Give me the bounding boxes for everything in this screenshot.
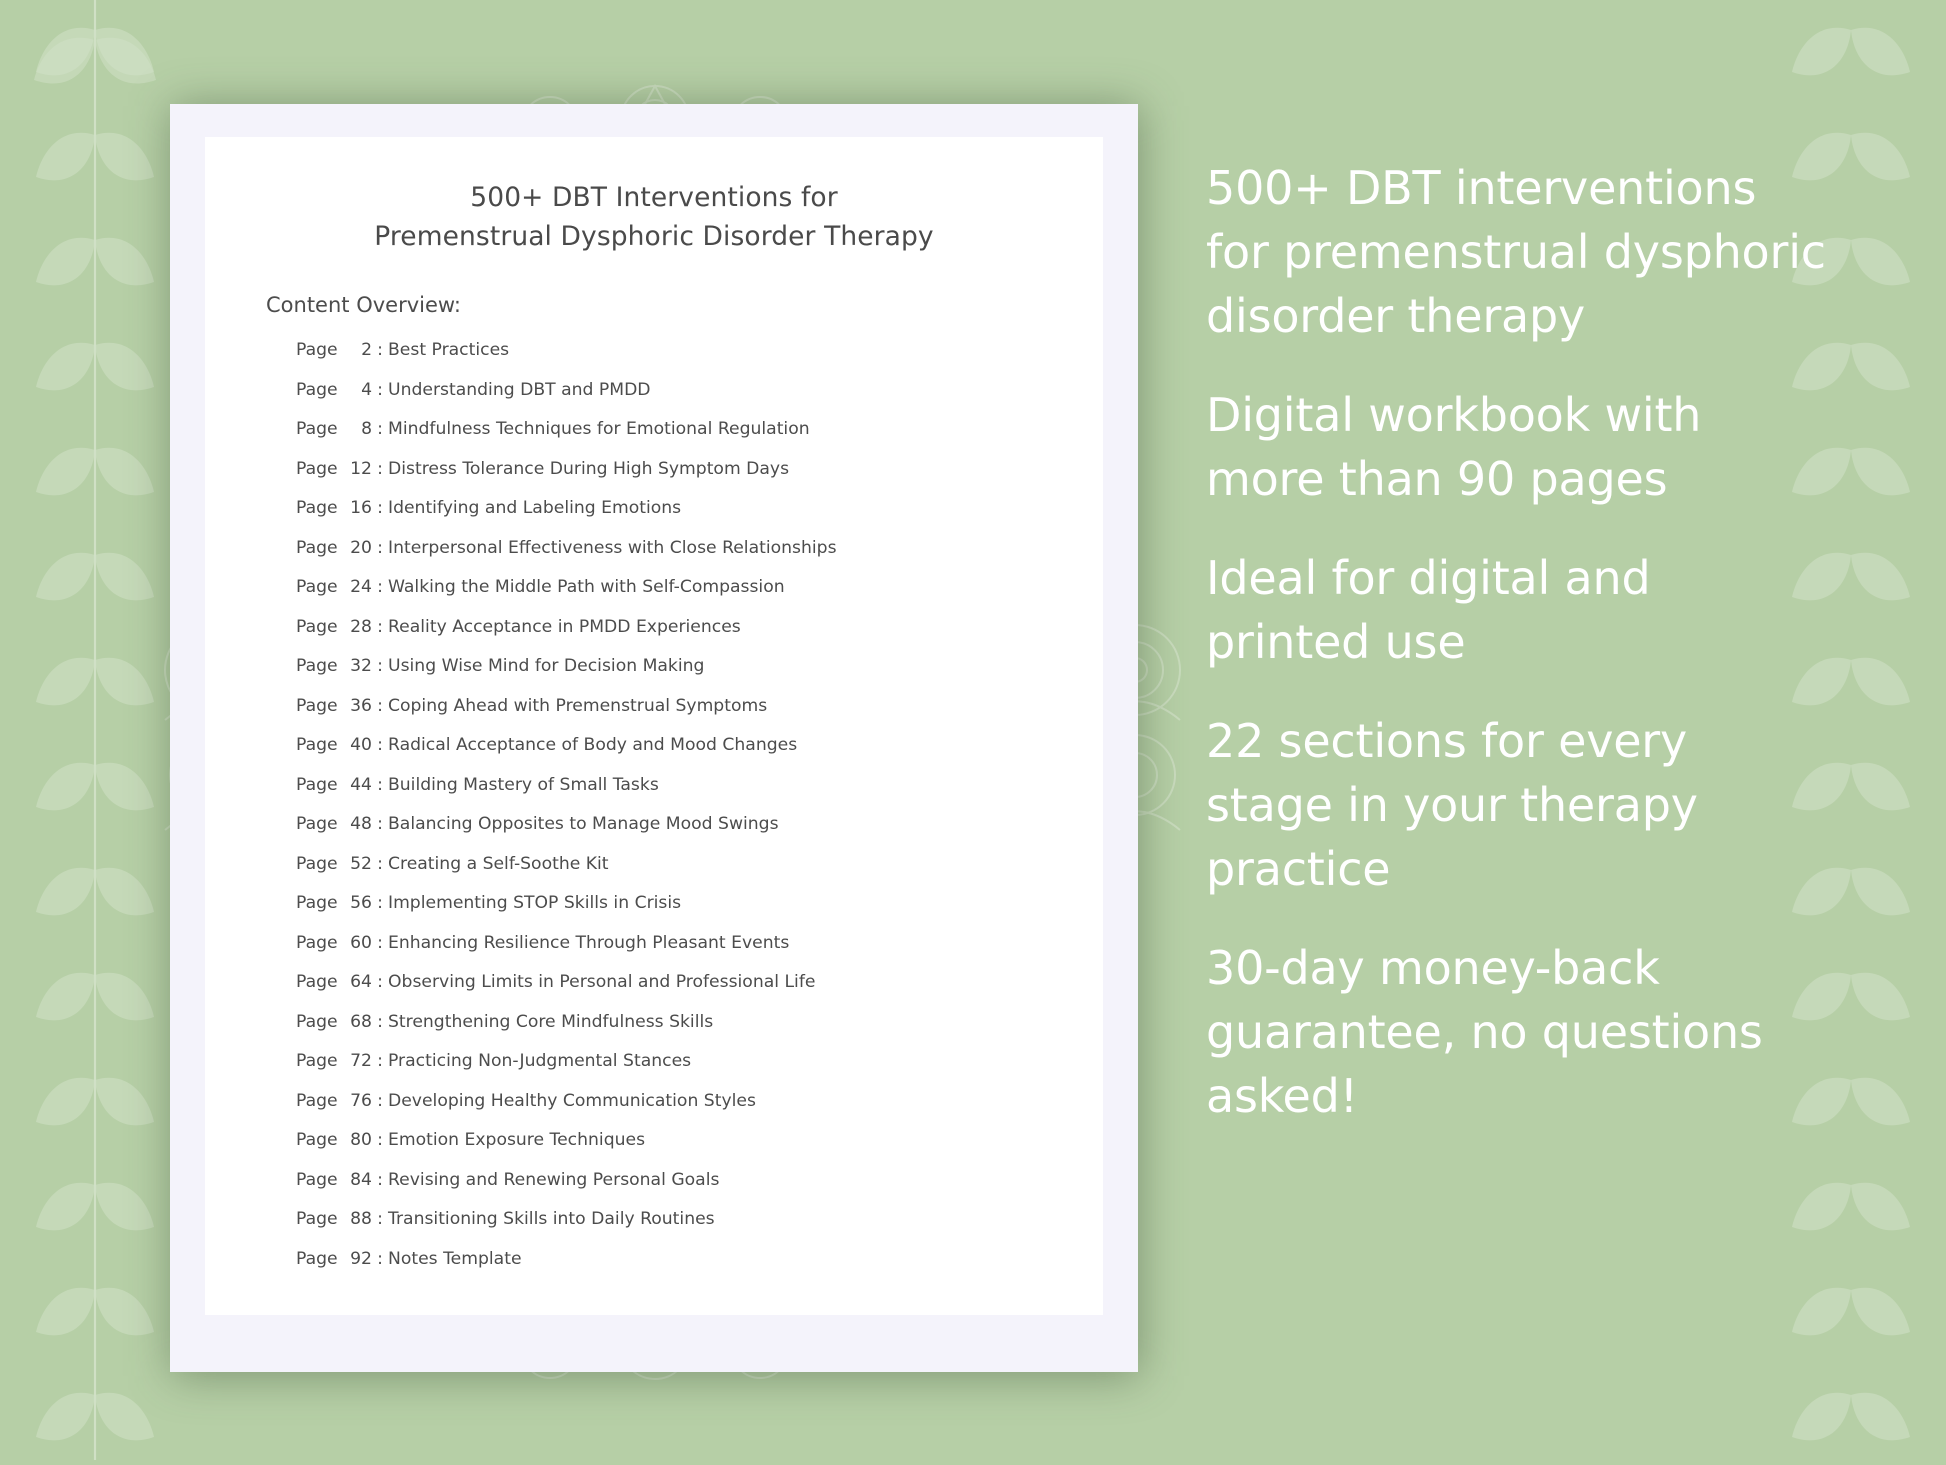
toc-page-number: 16 bbox=[350, 498, 372, 518]
toc-row bbox=[296, 1130, 1096, 1170]
toc-colon: : bbox=[377, 1090, 383, 1111]
toc-entry-title: Creating a Self-Soothe Kit bbox=[388, 853, 609, 874]
toc-colon: : bbox=[377, 735, 383, 755]
toc-entry-title: Using Wise Mind for Decision Making bbox=[388, 656, 705, 676]
promo-column bbox=[1206, 156, 1826, 1163]
toc-page-word: Page bbox=[296, 656, 338, 676]
toc-page-word: Page bbox=[296, 419, 338, 439]
toc-entry-title: Transitioning Skills into Daily Routines bbox=[388, 1209, 715, 1229]
toc-page-word: Page bbox=[296, 1169, 338, 1190]
toc-page-word: Page bbox=[296, 735, 338, 755]
toc-entry-title: Revising and Renewing Personal Goals bbox=[388, 1169, 720, 1190]
toc-entry-title: Reality Acceptance in PMDD Experiences bbox=[388, 616, 741, 637]
toc-colon: : bbox=[377, 458, 383, 479]
toc-row bbox=[296, 735, 1096, 775]
toc-colon: : bbox=[377, 814, 383, 834]
toc-page-number: 68 bbox=[350, 1011, 372, 1032]
promo-text-block: Digital workbook with more than 90 pages bbox=[1206, 388, 1702, 506]
toc-entry-title: Developing Healthy Communication Styles bbox=[388, 1090, 756, 1111]
toc-entry-title: Building Mastery of Small Tasks bbox=[388, 774, 659, 795]
toc-page-number: 24 bbox=[350, 577, 372, 597]
toc-page-number: 56 bbox=[350, 893, 372, 913]
toc-colon: : bbox=[377, 537, 383, 558]
toc-row bbox=[296, 893, 1096, 933]
toc-page-number: 32 bbox=[350, 656, 372, 676]
toc-colon: : bbox=[377, 656, 383, 676]
toc-entry-title: Understanding DBT and PMDD bbox=[388, 379, 651, 400]
toc-page-word: Page bbox=[296, 695, 338, 716]
toc-page-number: 20 bbox=[350, 537, 372, 558]
toc-row bbox=[296, 419, 1096, 459]
toc-entry-title: Best Practices bbox=[388, 340, 510, 360]
toc-row bbox=[296, 498, 1096, 538]
toc-colon: : bbox=[377, 340, 383, 360]
toc-row bbox=[296, 1249, 1096, 1289]
promo-text-block: Ideal for digital and printed use bbox=[1206, 551, 1651, 669]
toc-page-word: Page bbox=[296, 814, 338, 834]
table-of-contents bbox=[296, 340, 1096, 1288]
toc-page-number: 28 bbox=[350, 616, 372, 637]
toc-entry-title: Observing Limits in Personal and Professional Life bbox=[388, 972, 816, 992]
toc-row bbox=[296, 340, 1096, 380]
toc-row bbox=[296, 538, 1096, 578]
toc-page-word: Page bbox=[296, 853, 338, 874]
toc-colon: : bbox=[377, 972, 383, 992]
toc-page-number: 8 bbox=[361, 419, 372, 439]
toc-row bbox=[296, 696, 1096, 736]
toc-colon: : bbox=[377, 695, 383, 716]
toc-row bbox=[296, 459, 1096, 499]
toc-page-number: 92 bbox=[350, 1248, 372, 1269]
toc-page-number: 48 bbox=[350, 814, 372, 834]
toc-colon: : bbox=[377, 616, 383, 637]
toc-page-number: 44 bbox=[350, 774, 372, 795]
toc-page-word: Page bbox=[296, 458, 338, 479]
toc-page-word: Page bbox=[296, 972, 338, 992]
toc-entry-title: Walking the Middle Path with Self-Compassion bbox=[388, 577, 785, 597]
toc-page-word: Page bbox=[296, 1248, 338, 1269]
toc-page-number: 2 bbox=[361, 340, 372, 360]
toc-colon: : bbox=[377, 1169, 383, 1190]
toc-page-number: 76 bbox=[350, 1090, 372, 1111]
toc-page-number: 4 bbox=[361, 379, 372, 400]
toc-row bbox=[296, 617, 1096, 657]
toc-row bbox=[296, 577, 1096, 617]
toc-entry-title: Coping Ahead with Premenstrual Symptoms bbox=[388, 695, 768, 716]
toc-row bbox=[296, 1209, 1096, 1249]
promo-text-block: 22 sections for every stage in your therapy practice bbox=[1206, 714, 1698, 896]
toc-colon: : bbox=[377, 1209, 383, 1229]
toc-colon: : bbox=[377, 1011, 383, 1032]
toc-page-word: Page bbox=[296, 537, 338, 558]
toc-colon: : bbox=[377, 379, 383, 400]
toc-page-number: 12 bbox=[350, 458, 372, 479]
toc-row bbox=[296, 972, 1096, 1012]
promo-text-block: 30-day money-back guarantee, no questions asked! bbox=[1206, 941, 1763, 1123]
toc-page-number: 52 bbox=[350, 853, 372, 874]
toc-colon: : bbox=[377, 498, 383, 518]
toc-entry-title: Implementing STOP Skills in Crisis bbox=[388, 893, 682, 913]
toc-row bbox=[296, 1091, 1096, 1131]
toc-entry-title: Distress Tolerance During High Symptom Days bbox=[388, 458, 790, 479]
toc-page-word: Page bbox=[296, 340, 338, 360]
document-title bbox=[205, 178, 1103, 256]
toc-page-word: Page bbox=[296, 1090, 338, 1111]
toc-page-number: 72 bbox=[350, 1051, 372, 1071]
toc-row bbox=[296, 656, 1096, 696]
toc-page-word: Page bbox=[296, 932, 338, 953]
toc-entry-title: Interpersonal Effectiveness with Close Relationships bbox=[388, 537, 837, 558]
toc-colon: : bbox=[377, 893, 383, 913]
toc-page-word: Page bbox=[296, 774, 338, 795]
toc-entry-title: Emotion Exposure Techniques bbox=[388, 1130, 646, 1150]
toc-page-number: 40 bbox=[350, 735, 372, 755]
toc-row bbox=[296, 1012, 1096, 1052]
toc-row bbox=[296, 380, 1096, 420]
toc-page-word: Page bbox=[296, 1011, 338, 1032]
toc-page-word: Page bbox=[296, 1130, 338, 1150]
toc-row bbox=[296, 854, 1096, 894]
toc-colon: : bbox=[377, 419, 383, 439]
toc-entry-title: Identifying and Labeling Emotions bbox=[388, 498, 682, 518]
toc-page-number: 88 bbox=[350, 1209, 372, 1229]
document-title-line1: 500+ DBT Interventions for bbox=[470, 182, 838, 213]
toc-page-word: Page bbox=[296, 616, 338, 637]
toc-entry-title: Mindfulness Techniques for Emotional Regulation bbox=[388, 419, 810, 439]
toc-colon: : bbox=[377, 1051, 383, 1071]
toc-row bbox=[296, 933, 1096, 973]
toc-colon: : bbox=[377, 853, 383, 874]
toc-page-word: Page bbox=[296, 1209, 338, 1229]
toc-row bbox=[296, 1051, 1096, 1091]
toc-page-word: Page bbox=[296, 498, 338, 518]
botanical-leaf-border-left bbox=[0, 0, 190, 1460]
toc-page-number: 36 bbox=[350, 695, 372, 716]
toc-page-word: Page bbox=[296, 379, 338, 400]
toc-colon: : bbox=[377, 1248, 383, 1269]
toc-row bbox=[296, 814, 1096, 854]
content-overview-label: Content Overview: bbox=[266, 293, 461, 317]
toc-page-word: Page bbox=[296, 577, 338, 597]
toc-colon: : bbox=[377, 577, 383, 597]
promo-text-block: 500+ DBT interventions for premenstrual dysphoric disorder therapy bbox=[1206, 161, 1826, 343]
toc-page-word: Page bbox=[296, 893, 338, 913]
toc-page-number: 60 bbox=[350, 932, 372, 953]
toc-colon: : bbox=[377, 774, 383, 795]
toc-page-number: 64 bbox=[350, 972, 372, 992]
toc-entry-title: Enhancing Resilience Through Pleasant Events bbox=[388, 932, 790, 953]
toc-colon: : bbox=[377, 932, 383, 953]
document-title-line2: Premenstrual Dysphoric Disorder Therapy bbox=[374, 221, 934, 252]
toc-entry-title: Practicing Non-Judgmental Stances bbox=[388, 1051, 692, 1071]
toc-colon: : bbox=[377, 1130, 383, 1150]
toc-row bbox=[296, 775, 1096, 815]
toc-page-number: 84 bbox=[350, 1169, 372, 1190]
toc-entry-title: Notes Template bbox=[388, 1248, 522, 1269]
toc-page-number: 80 bbox=[350, 1130, 372, 1150]
toc-row bbox=[296, 1170, 1096, 1210]
toc-entry-title: Balancing Opposites to Manage Mood Swings bbox=[388, 814, 779, 834]
toc-page-word: Page bbox=[296, 1051, 338, 1071]
toc-entry-title: Radical Acceptance of Body and Mood Changes bbox=[388, 735, 798, 755]
leaf-border-icon bbox=[0, 0, 190, 1460]
toc-entry-title: Strengthening Core Mindfulness Skills bbox=[388, 1011, 714, 1032]
